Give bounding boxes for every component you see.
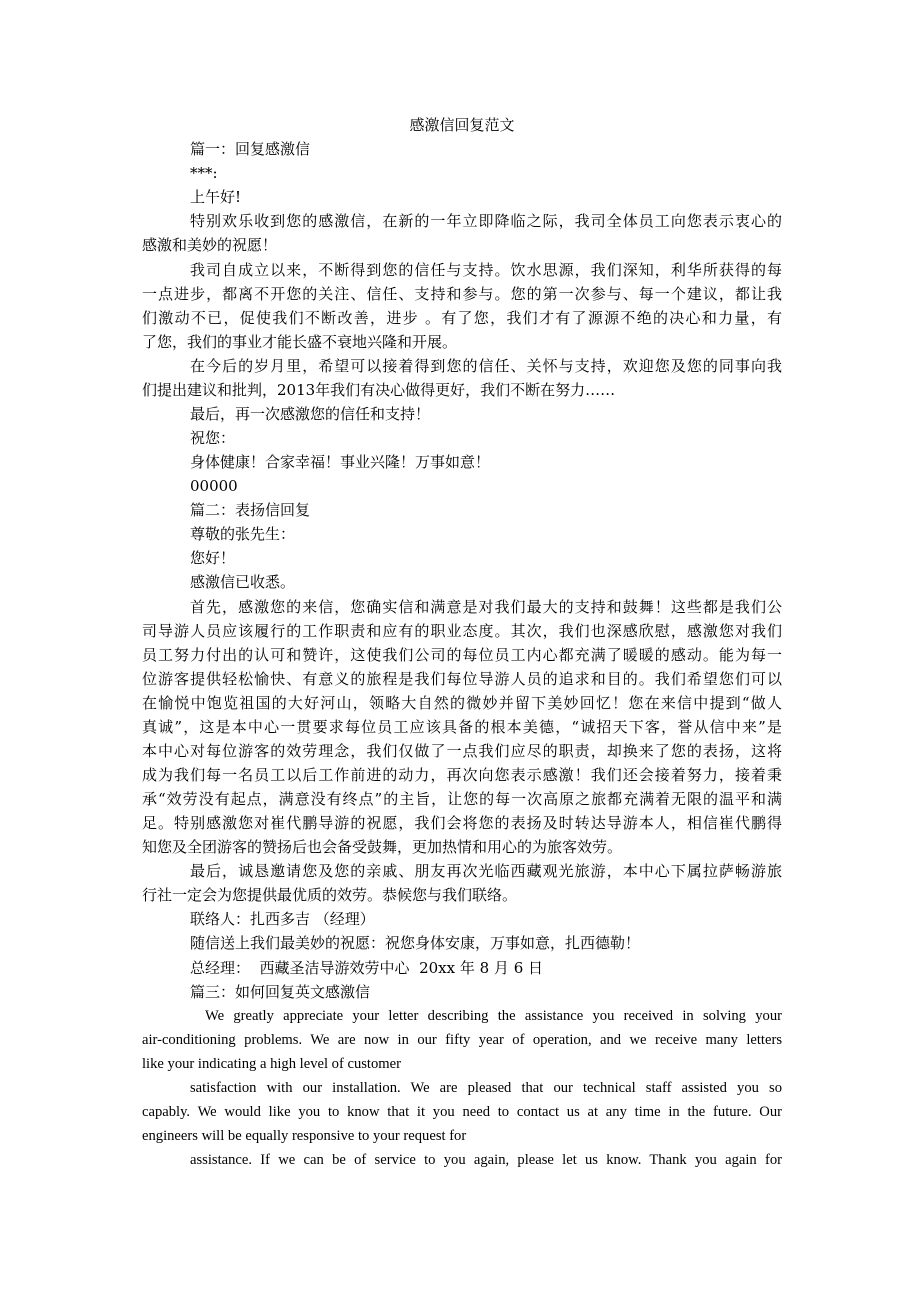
section-heading-2: 篇二：表扬信回复	[190, 501, 311, 519]
paragraph-line: air-conditioning problems. We are now in our fifty year of operation, and we receive many letters	[142, 1032, 782, 1048]
document-title: 感激信回复范文	[409, 116, 515, 134]
paragraph-line: 足。特别感激您对崔代鹏导游的祝愿，我们会将您的表扬及时转达导游本人，相信崔代鹏得	[142, 814, 782, 832]
closing-wishes: 身体健康！合家幸福！事业兴隆！万事如意！	[190, 453, 491, 471]
contact-line: 联络人：扎西多吉 （经理）	[190, 910, 375, 928]
section-heading-1: 篇一：回复感激信	[190, 140, 311, 158]
paragraph-line: 在今后的岁月里，希望可以接着得到您的信任、关怀与支持，欢迎您及您的同事向我	[190, 357, 782, 375]
salutation: ***:	[190, 164, 218, 182]
paragraph-line: 行社一定会为您提供最优质的效劳。恭候您与我们联络。	[142, 886, 518, 904]
paragraph-line: 本中心对每位游客的效劳理念，我们仅做了一点我们应尽的职责，却换来了您的表扬，这将	[142, 742, 782, 760]
paragraph-line: 一点进步，都离不开您的关注、信任、支持和参与。您的第一次参与、每一个建议，都让我	[142, 285, 782, 303]
paragraph-line: 成为我们每一名员工以后工作前进的动力，再次向您表示感激！我们还会接着努力，接着秉	[142, 766, 782, 784]
paragraph-line: capably. We would like you to know that it you need to contact us at any time in the future. Our	[142, 1104, 782, 1120]
paragraph-line: 位游客提供轻松愉快、有意义的旅程是我们每位导游人员的追求和目的。我们希望您们可以	[142, 670, 782, 688]
salutation: 尊敬的张先生：	[190, 525, 296, 543]
closing-line: 祝您：	[190, 429, 236, 447]
paragraph-line: 感激和美妙的祝愿！	[142, 236, 278, 254]
paragraph-line: 我司自成立以来，不断得到您的信任与支持。饮水思源，我们深知，利华所获得的每	[190, 261, 782, 279]
greeting: 上午好!	[190, 188, 242, 206]
paragraph-line: 最后，再一次感激您的信任和支持！	[190, 405, 431, 423]
section-heading-3: 篇三：如何回复英文感激信	[190, 983, 371, 1001]
paragraph-line: 真诚”，这是本中心一贯要求每位员工应该具备的根本美德，“诚招天下客，誉从信中来”是	[142, 718, 782, 736]
paragraph-line: 司导游人员应该履行的工作职责和应有的职业态度。其次，我们也深感欣慰，感激您对我们	[142, 622, 782, 640]
paragraph-line: 在愉悦中饱览祖国的大好河山，领略大自然的微妙并留下美妙回忆！您在来信中提到“做人	[142, 694, 782, 712]
greeting: 您好！	[190, 549, 236, 567]
paragraph-line: 们激动不已，促使我们不断改善，进步 。有了您，我们才有了源源不绝的决心和力量，有	[142, 309, 782, 327]
paragraph-line: satisfaction with our installation. We are pleased that our technical staff assisted you so	[190, 1080, 782, 1096]
paragraph-line: like your indicating a high level of customer	[142, 1056, 401, 1072]
paragraph-line: 最后，诚恳邀请您及您的亲戚、朋友再次光临西藏观光旅游，本中心下属拉萨畅游旅	[190, 862, 782, 880]
paragraph-line: 首先，感激您的来信，您确实信和满意是对我们最大的支持和鼓舞！这些都是我们公	[190, 598, 782, 616]
paragraph-line: 员工努力付出的认可和赞许，这使我们公司的每位员工内心都充满了暖暖的感动。能为每一	[142, 646, 782, 664]
signature: 00000	[190, 477, 238, 495]
paragraph-line: 感激信已收悉。	[190, 573, 296, 591]
paragraph-line: We greatly appreciate your letter describing the assistance you received in solving your	[205, 1008, 782, 1024]
paragraph-line: 知您及全团游客的赞扬后也会备受鼓舞，更加热情和用心的为旅客效劳。	[142, 838, 623, 856]
closing-wishes: 随信送上我们最美妙的祝愿：祝您身体安康，万事如意，扎西德勒！	[190, 934, 641, 952]
paragraph-line: assistance. If we can be of service to you again, please let us know. Thank you again for	[190, 1152, 782, 1168]
paragraph-line: 承“效劳没有起点，满意没有终点”的主旨，让您的每一次高原之旅都充满着无限的温平和满	[142, 790, 782, 808]
paragraph-line: 们提出建议和批判，2013年我们有决心做得更好，我们不断在努力……	[142, 381, 616, 399]
paragraph-line: engineers will be equally responsive to your request for	[142, 1128, 467, 1144]
paragraph-line: 了您，我们的事业才能长盛不衰地兴隆和开展。	[142, 333, 458, 351]
signature: 总经理： 西藏圣洁导游效劳中心 20xx 年 8 月 6 日	[190, 959, 544, 977]
paragraph-line: 特别欢乐收到您的感激信，在新的一年立即降临之际，我司全体员工向您表示衷心的	[190, 212, 782, 230]
